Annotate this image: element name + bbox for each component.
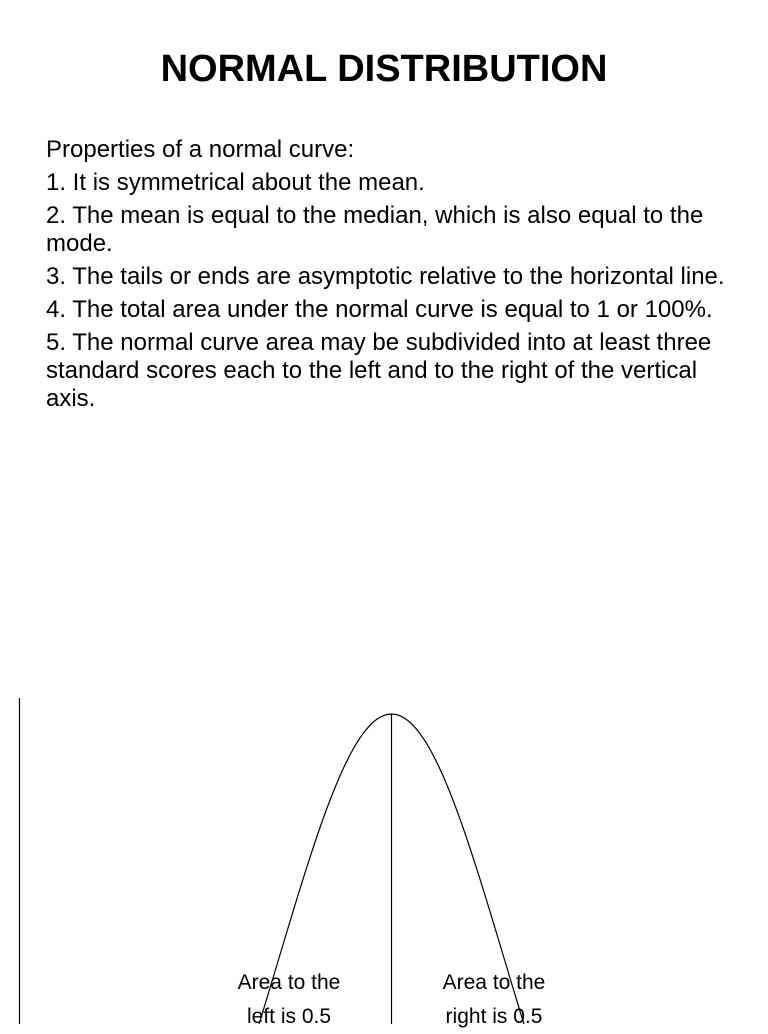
property-item: 3. The tails or ends are asymptotic relative to the horizontal line. <box>46 263 725 290</box>
left-area-label-line1: Area to the <box>237 971 341 994</box>
property-item: 5. The normal curve area may be subdivided into at least three standard scores each to the left and to the right of the vertical axis. <box>46 329 712 412</box>
page-title: NORMAL DISTRIBUTION <box>160 48 608 90</box>
left-area-label-line2: left is 0.5 <box>246 1005 332 1028</box>
right-area-label-line1: Area to the <box>442 971 546 994</box>
property-item: 4. The total area under the normal curve is equal to 1 or 100%. <box>46 296 713 323</box>
properties-text <box>46 136 736 418</box>
right-area-label-line2: right is 0.5 <box>445 1005 543 1028</box>
normal-curve-svg <box>0 690 768 1024</box>
property-item: 1. It is symmetrical about the mean. <box>46 169 425 196</box>
property-item: 2. The mean is equal to the median, which is also equal to the mode. <box>46 202 704 257</box>
normal-curve-diagram <box>0 690 768 1028</box>
intro-text: Properties of a normal curve: <box>46 136 355 163</box>
